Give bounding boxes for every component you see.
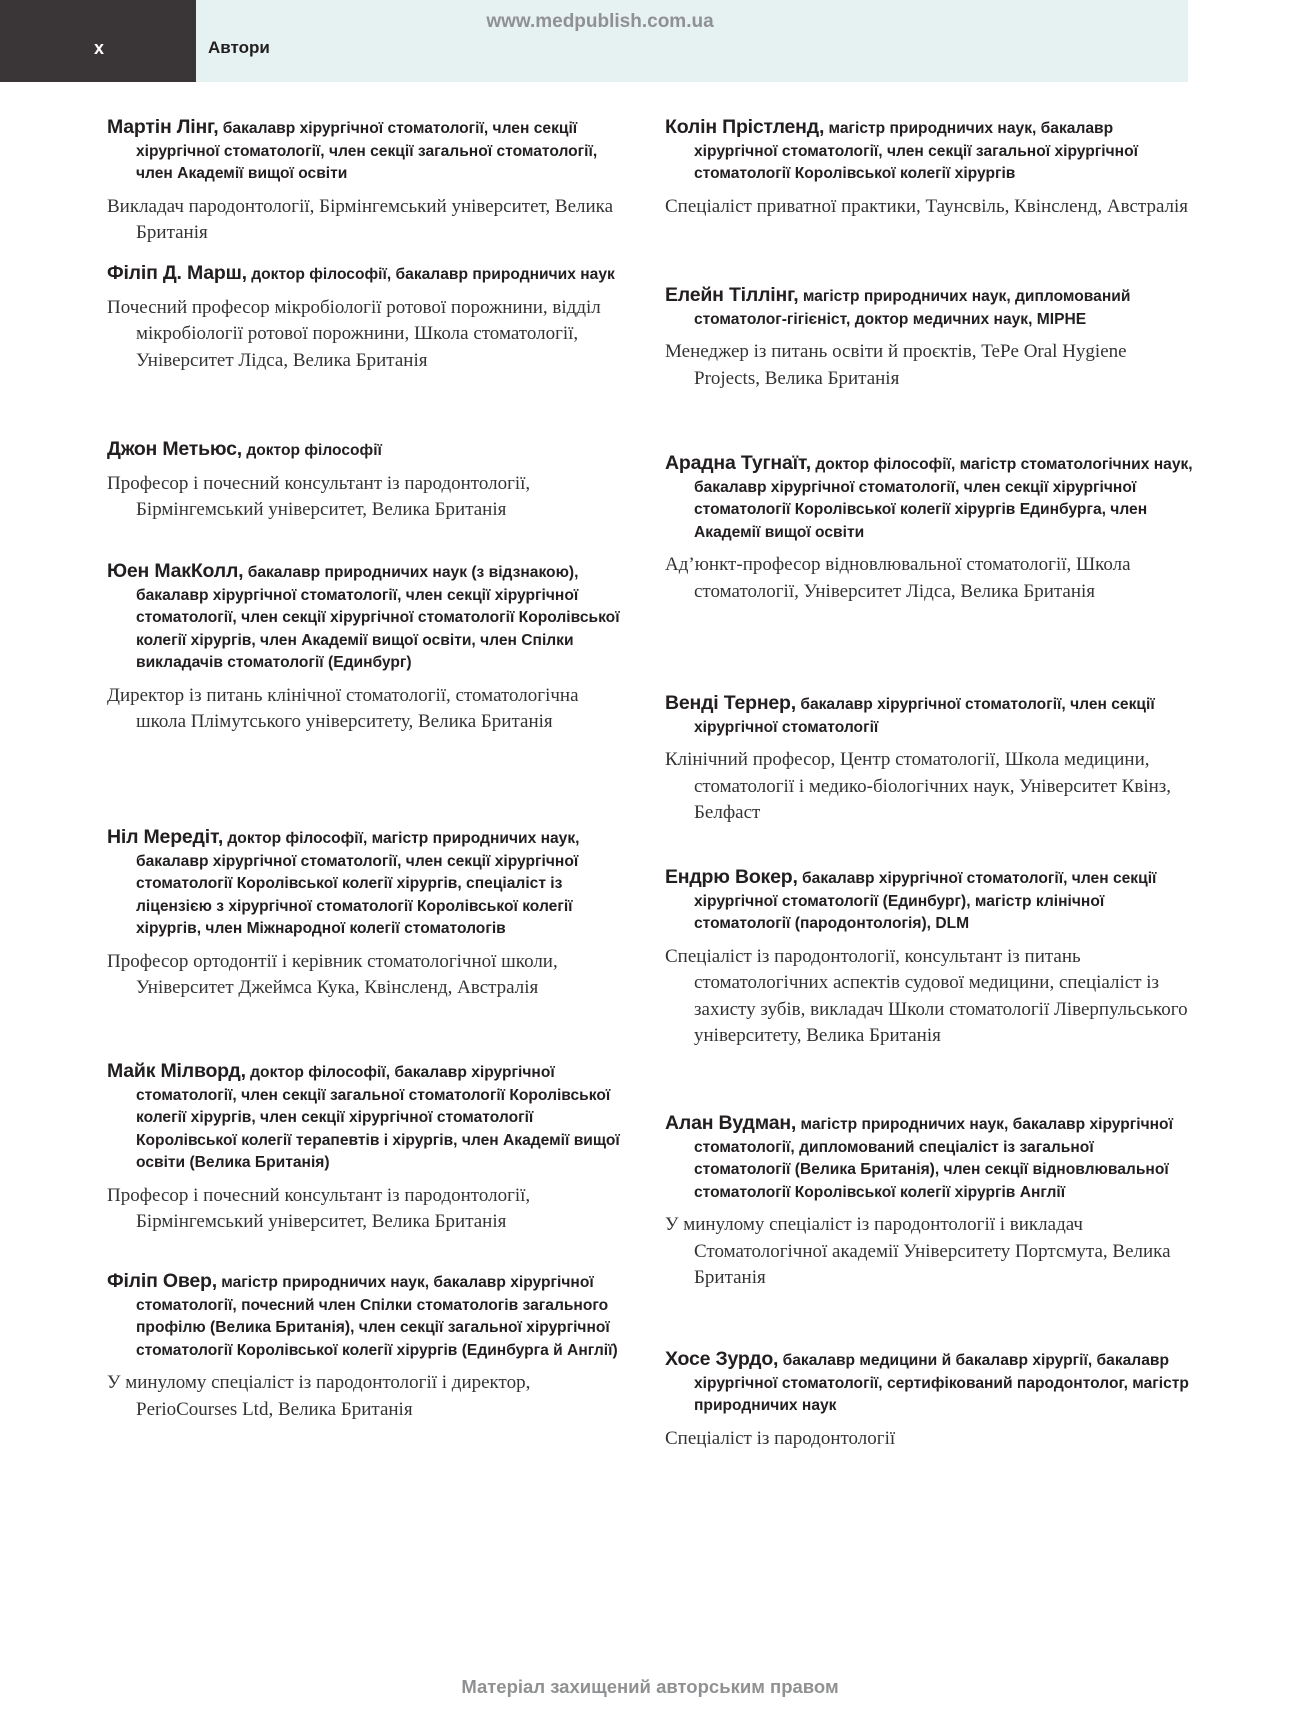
author-heading [665, 866, 1193, 936]
author-heading [665, 1348, 1193, 1418]
author-degrees: магістр природничих наук, дипломований стоматолог-гігієніст, доктор медичних наук, MIPHE [694, 288, 1131, 328]
section-title: Автори [208, 38, 270, 57]
author-degrees: доктор філософії, магістр стоматологічних наук, бакалавр хірургічної стоматології, член секції хірургічної стоматології Королівської колегії хірургів Единбурга, член Академії вищої освіти [694, 456, 1193, 541]
author-heading [665, 1112, 1193, 1204]
author-affiliation: У минулому спеціаліст із пародонтології і директор, PerioCourses Ltd, Велика Британія [107, 1372, 531, 1420]
author-heading [107, 438, 632, 463]
author-affiliation: Професор ортодонтії і керівник стоматологічної школи, Університет Джеймса Кука, Квінсленд, Австралія [107, 950, 558, 999]
copyright-note: Матеріал захищений авторським правом [461, 1676, 839, 1697]
author-name: Ендрю Вокер, [665, 866, 798, 888]
author-heading [665, 116, 1193, 186]
author-affiliation: Директор із питань клінічної стоматології, стоматологічна школа Плімутського університету, Велика Британія [107, 684, 579, 733]
author-heading [107, 1060, 632, 1175]
author-degrees: доктор філософії, бакалавр природничих наук [251, 266, 615, 283]
author-entry [107, 1270, 632, 1423]
author-name: Філіп Д. Марш, [107, 262, 247, 284]
author-affiliation: Спеціаліст із пародонтології, консультант із питань стоматологічних аспектів судової медицини, спеціаліст із захисту зубів, викладач Школи стоматології Ліверпульського університету, Велика Британія [665, 945, 1188, 1047]
author-name: Венді Тернер, [665, 692, 796, 714]
author-affiliation: Почесний професор мікробіології ротової порожнини, відділ мікробіології ротової порожнини, Школа стоматології, Університет Лідса, Велика Британія [107, 296, 601, 371]
author-heading [665, 284, 1193, 331]
author-affiliation: Клінічний професор, Центр стоматології, Школа медицини, стоматології і медико-біологічних наук, Університет Квінз, Белфаст [665, 749, 1172, 824]
author-degrees: бакалавр медицини й бакалавр хірургії, бакалавр хірургічної стоматології, сертифікований пародонтолог, магістр природничих наук [694, 1352, 1189, 1415]
author-degrees: доктор філософії [246, 442, 382, 459]
author-heading [107, 262, 632, 287]
author-degrees: бакалавр хірургічної стоматології, член секції хірургічної стоматології (Единбург), магістр клінічної стоматології (пародонтологія), DLM [694, 870, 1157, 933]
author-affiliation: Професор і почесний консультант із пародонтології, Бірмінгемський університет, Велика Британія [107, 472, 531, 521]
author-degrees: бакалавр хірургічної стоматології, член секції хірургічної стоматології, член секції загальної стоматології, член Академії вищої освіти [136, 120, 598, 183]
author-affiliation: У минулому спеціаліст із пародонтології і викладач Стоматологічної академії Університету Портсмута, Велика Британія [665, 1214, 1171, 1289]
author-degrees: доктор філософії, бакалавр хірургічної стоматології, член секції загальної стоматології Королівської колегії хірургів, член секції хірургічної стоматології Королівської колегії терапевтів і хірургів, член Академії вищої освіти (Велика Британія) [136, 1064, 620, 1172]
page-number: x [94, 38, 105, 58]
author-degrees: магістр природничих наук, бакалавр хірургічної стоматології, дипломований спеціаліст із загальної стоматології (Велика Британія), член секції відновлювальної стоматології Королівської колегії хірургів Англії [694, 1116, 1173, 1201]
author-name: Колін Прістленд, [665, 116, 825, 138]
author-entry [665, 692, 1193, 866]
author-entry [107, 826, 632, 1060]
author-degrees: бакалавр природничих наук (з відзнакою), бакалавр хірургічної стоматології, член секції хірургічної стоматології, член секції хірургічної стоматології Королівської колегії хірургів, член Академії вищої освіти, член Спілки викладачів стоматології (Единбург) [136, 564, 620, 672]
author-heading [665, 452, 1193, 544]
author-degrees: магістр природничих наук, бакалавр хірургічної стоматології, почесний член Спілки стоматологів загального профілю (Велика Британія), член секції загальної хірургічної стоматології Королівської колегії хірургів (Единбурга й Англії) [136, 1274, 618, 1359]
author-entry [665, 116, 1193, 284]
author-name: Арадна Тугнаїт, [665, 452, 812, 474]
author-affiliation: Ад’юнкт-професор відновлювальної стоматології, Школа стоматології, Університет Лідса, Велика Британія [665, 554, 1131, 602]
author-entry [665, 1112, 1193, 1348]
author-heading [107, 560, 632, 675]
author-heading [107, 116, 632, 186]
author-affiliation: Викладач пародонтології, Бірмінгемський університет, Велика Британія [107, 195, 614, 244]
author-name: Елейн Тіллінг, [665, 284, 799, 306]
author-name: Джон Метьюс, [107, 438, 242, 460]
author-degrees: доктор філософії, магістр природничих наук, бакалавр хірургічної стоматології, член секції хірургічної стоматології Королівської колегії хірургів, спеціаліст із ліцензією з хірургічної стоматології Королівської колегії хірургів, член Міжнародної колегії стоматологів [136, 830, 580, 938]
author-name: Юен МакКолл, [107, 560, 244, 582]
author-entry [107, 262, 632, 438]
author-degrees: магістр природничих наук, бакалавр хірургічної стоматології, член секції загальної хірургічної стоматології Королівської колегії хірургів [694, 120, 1138, 183]
author-affiliation: Спеціаліст із пародонтології [665, 1427, 896, 1449]
author-name: Ніл Мередіт, [107, 826, 224, 848]
author-name: Майк Мілворд, [107, 1060, 246, 1082]
author-entry [107, 1060, 632, 1270]
author-affiliation: Професор і почесний консультант із пародонтології, Бірмінгемський університет, Велика Британія [107, 1184, 531, 1233]
author-entry [665, 1348, 1193, 1452]
author-entry [107, 116, 632, 262]
author-name: Хосе Зурдо, [665, 1348, 779, 1370]
author-entry [665, 866, 1193, 1112]
author-heading [665, 692, 1193, 739]
site-url: www.medpublish.com.ua [486, 11, 714, 32]
author-heading [107, 826, 632, 941]
author-entry [665, 452, 1193, 692]
author-degrees: бакалавр хірургічної стоматології, член секції хірургічної стоматології [694, 696, 1155, 736]
author-heading [107, 1270, 632, 1362]
author-name: Філіп Овер, [107, 1270, 217, 1292]
left-column [107, 116, 632, 1423]
author-entry [665, 284, 1193, 452]
right-column [665, 116, 1193, 1452]
author-name: Мартін Лінг, [107, 116, 219, 138]
author-entry [107, 560, 632, 826]
author-name: Алан Вудман, [665, 1112, 797, 1134]
author-entry [107, 438, 632, 560]
author-affiliation: Менеджер із питань освіти й проєктів, TePe Oral Hygiene Projects, Велика Британія [665, 341, 1127, 389]
author-affiliation: Спеціаліст приватної практики, Таунсвіль, Квінсленд, Австралія [665, 195, 1189, 217]
